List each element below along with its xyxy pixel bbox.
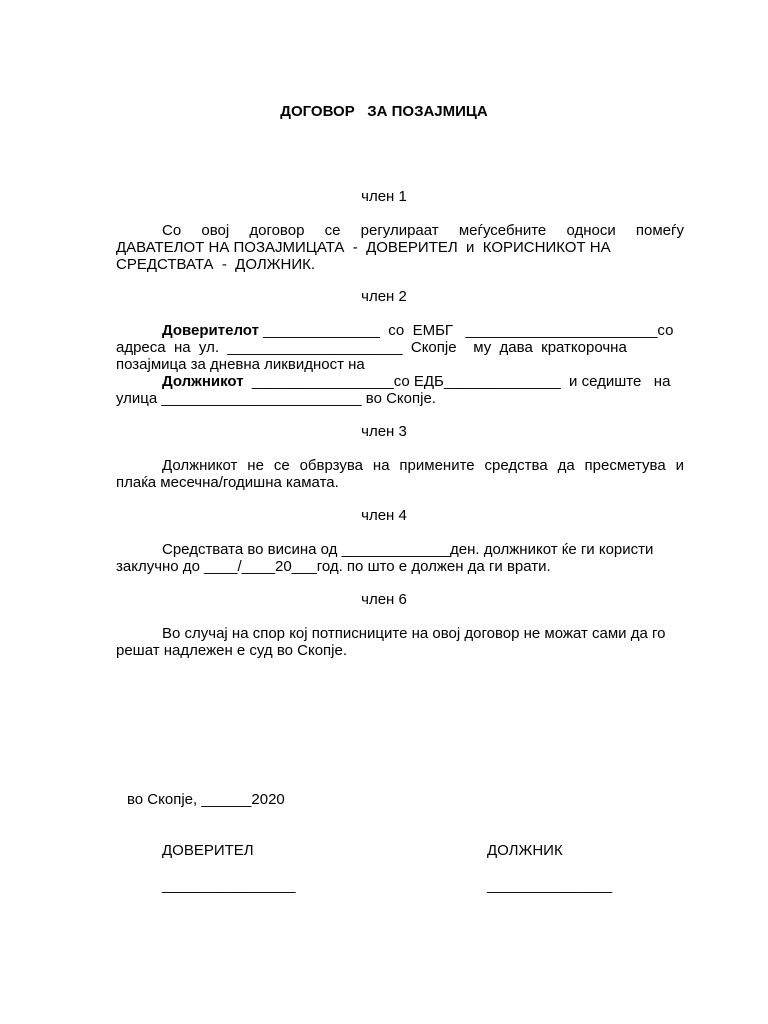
article-4-line-1: Средствата во висина од _____________ден. должникот ќе ги користи [162, 541, 654, 558]
debtor-signature-line: _______________ [487, 877, 613, 894]
article-3-line-1: Должникот не се обврзува на примените средства да пресметува и [162, 457, 684, 474]
article-6-line-2: решат надлежен е суд во Скопје. [116, 642, 348, 659]
article-2-line-2: адреса на ул. _____________________ Скопје му дава краткорочна [116, 339, 627, 356]
article-4-line-2: заклучно до ____/____20___год. по што е должен да ги врати. [116, 558, 551, 575]
article-3-line-2: плаќа месечна/годишна камата. [116, 474, 339, 491]
article-2-line-1 [116, 322, 684, 339]
document-title: ДОГОВОР ЗА ПОЗАЈМИЦА [280, 103, 488, 120]
article-4-heading: член 4 [361, 507, 407, 524]
creditor-label: Доверителот [162, 322, 259, 339]
creditor-signature-label: ДОВЕРИТЕЛ [162, 842, 254, 859]
creditor-signature-line: ________________ [162, 877, 296, 894]
place-date: во Скопје, ______2020 [127, 791, 285, 808]
article-1-line-1: Со овој договор се регулираат меѓусебните односи помеѓу [162, 222, 684, 239]
article-2-line-5: улица ________________________ во Скопје. [116, 390, 436, 407]
article-2-line-3: позајмица за дневна ликвидност на [116, 356, 365, 373]
article-2-line-1-rest: ______________ со ЕМБГ _______________________со [258, 322, 674, 339]
debtor-signature-label: ДОЛЖНИК [487, 842, 563, 859]
article-2-line-4-rest: _________________со ЕДБ______________ и седиште на [243, 373, 671, 390]
article-1-heading: член 1 [361, 188, 407, 205]
article-6-line-1: Во случај на спор кој потписниците на овој договор не можат сами да го [162, 625, 666, 642]
article-1-line-3: СРЕДСТВАТА - ДОЛЖНИК. [116, 256, 316, 273]
article-6-heading: член 6 [361, 591, 407, 608]
article-1-line-2: ДАВАТЕЛОТ НА ПОЗАЈМИЦАТА - ДОВЕРИТЕЛ и КОРИСНИКОТ НА [116, 239, 611, 256]
debtor-label: Должникот [162, 373, 244, 390]
article-2-line-4 [116, 373, 684, 390]
article-3-heading: член 3 [361, 423, 407, 440]
article-2-heading: член 2 [361, 288, 407, 305]
